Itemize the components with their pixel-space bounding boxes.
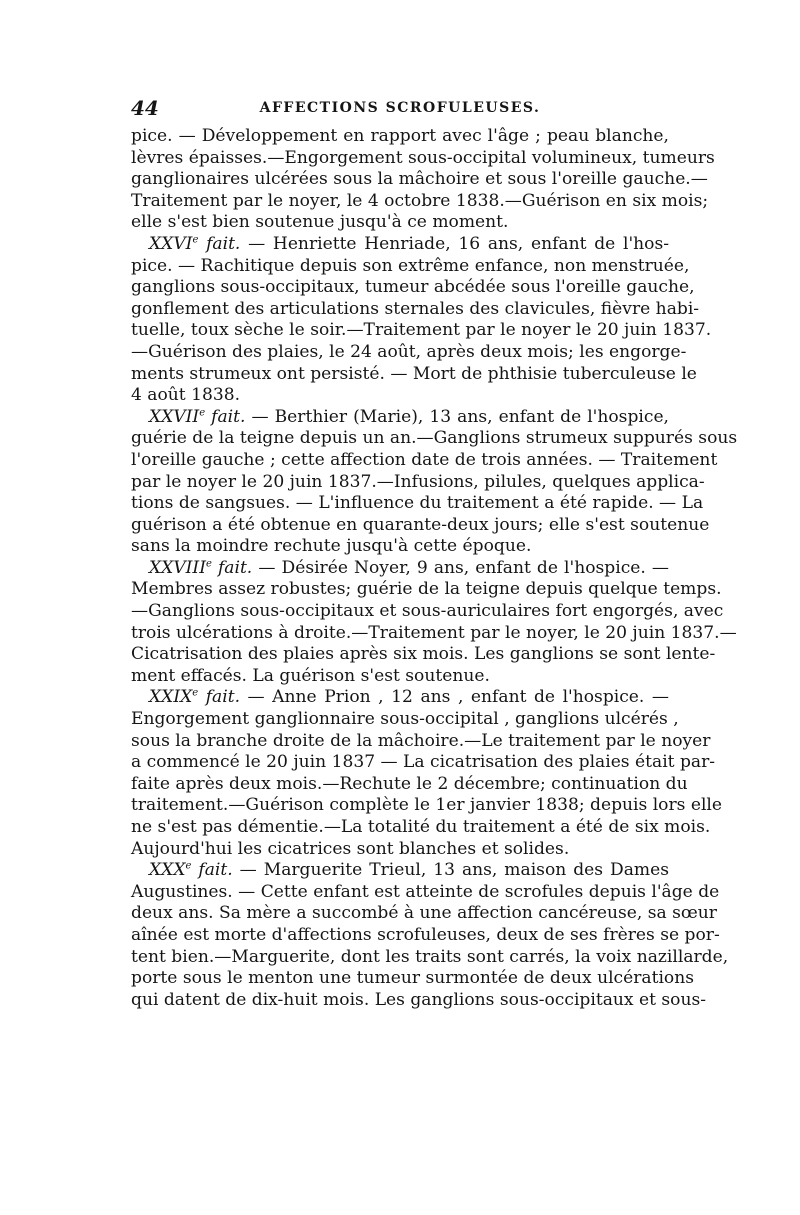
text-line: 4 août 1838.: [131, 385, 241, 406]
text-line: ganglions sous-occipitaux, tumeur abcédée sous l'oreille gauche,: [131, 277, 695, 298]
text-line: Engorgement ganglionnaire sous-occipital , ganglions ulcérés ,: [131, 709, 679, 730]
case-label: XXVIIe fait.: [149, 406, 246, 427]
text-line: ments strumeux ont persisté. — Mort de phthisie tuberculeuse le: [131, 363, 697, 384]
text-line: ment effacés. La guérison s'est soutenue.: [131, 665, 490, 686]
case-label: XXXe fait.: [149, 860, 233, 881]
text-line: Cicatrisation des plaies après six mois. Les ganglions se sont lente-: [131, 644, 716, 665]
text-line: guérison a été obtenue en quarante-deux jours; elle s'est soutenue: [131, 514, 710, 535]
text-line: tions de sangsues. — L'influence du traitement a été rapide. — La: [131, 493, 704, 514]
case-paragraph: [131, 860, 729, 1011]
case-paragraph: [131, 233, 712, 407]
text-line: pice. — Rachitique depuis son extrême enfance, non menstruée,: [131, 255, 690, 276]
text-line: sous la branche droite de la mâchoire.—Le traitement par le noyer: [131, 730, 711, 751]
text-line: a commencé le 20 juin 1837 — La cicatrisation des plaies était par-: [131, 752, 716, 773]
running-head: AFFECTIONS SCROFULEUSES.: [259, 100, 541, 116]
text-line: —Guérison des plaies, le 24 août, après deux mois; les engorge-: [131, 341, 687, 362]
text-line: deux ans. Sa mère a succombé à une affection cancéreuse, sa sœur: [131, 903, 717, 924]
text-line: faite après deux mois.—Rechute le 2 décembre; continuation du: [131, 773, 688, 794]
text-body: [131, 126, 738, 1011]
text-line: ganglionaires ulcérées sous la mâchoire et sous l'oreille gauche.—: [131, 169, 708, 190]
text-line: traitement.—Guérison complète le 1er janvier 1838; depuis lors elle: [131, 795, 722, 816]
text-line: qui datent de dix-huit mois. Les ganglions sous-occipitaux et sous-: [131, 989, 707, 1010]
page-header: [131, 96, 669, 122]
text-line: Augustines. — Cette enfant est atteinte de scrofules depuis l'âge de: [131, 881, 720, 902]
text-line: lèvres épaisses.—Engorgement sous-occipital volumineux, tumeurs: [131, 147, 715, 168]
text-line: tent bien.—Marguerite, dont les traits sont carrés, la voix nazillarde,: [131, 946, 729, 967]
text-line: trois ulcérations à droite.—Traitement par le noyer, le 20 juin 1837.—: [131, 622, 737, 643]
case-label: XXIXe fait.: [149, 687, 241, 708]
case-label: XXVIIIe fait.: [149, 557, 253, 578]
case-paragraph: [131, 406, 738, 558]
text-line: guérie de la teigne depuis un an.—Ganglions strumeux suppurés sous: [131, 428, 738, 449]
text-line: elle s'est bien soutenue jusqu'à ce moment.: [131, 212, 509, 233]
text-line: XXVIIe fait. — Berthier (Marie), 13 ans, enfant de l'hospice,: [149, 406, 669, 427]
case-paragraph: [131, 557, 737, 688]
text-line: Traitement par le noyer, le 4 octobre 1838.—Guérison en six mois;: [131, 190, 709, 211]
case-paragraph: [131, 126, 715, 234]
case-paragraph: [131, 687, 722, 860]
case-label: XXVIe fait.: [149, 233, 241, 254]
text-line: sans la moindre rechute jusqu'à cette époque.: [131, 536, 532, 557]
text-line: XXXe fait. — Marguerite Trieul, 13 ans, maison des Dames: [149, 860, 669, 881]
text-line: Aujourd'hui les cicatrices sont blanches et solides.: [131, 838, 570, 859]
text-line: Membres assez robustes; guérie de la teigne depuis quelque temps.: [131, 579, 722, 600]
page-number: 44: [131, 96, 159, 120]
text-line: XXVIIIe fait. — Désirée Noyer, 9 ans, enfant de l'hospice. —: [149, 557, 669, 578]
text-line: porte sous le menton une tumeur surmontée de deux ulcérations: [131, 968, 695, 989]
text-line: gonflement des articulations sternales des clavicules, fièvre habi-: [131, 298, 700, 319]
text-line: l'oreille gauche ; cette affection date de trois années. — Traitement: [131, 449, 718, 470]
text-line: ne s'est pas démentie.—La totalité du traitement a été de six mois.: [131, 817, 711, 837]
text-line: par le noyer le 20 juin 1837.—Infusions, pilules, quelques applica-: [131, 471, 705, 492]
text-line: aînée est morte d'affections scrofuleuses, deux de ses frères se por-: [131, 924, 720, 945]
text-line: pice. — Développement en rapport avec l'âge ; peau blanche,: [131, 126, 669, 146]
text-line: XXIXe fait. — Anne Prion , 12 ans , enfant de l'hospice. —: [149, 687, 669, 708]
text-line: XXVIe fait. — Henriette Henriade, 16 ans, enfant de l'hos-: [149, 233, 669, 254]
text-line: —Ganglions sous-occipitaux et sous-auriculaires fort engorgés, avec: [131, 601, 724, 622]
text-line: tuelle, toux sèche le soir.—Traitement par le noyer le 20 juin 1837.: [131, 320, 712, 341]
